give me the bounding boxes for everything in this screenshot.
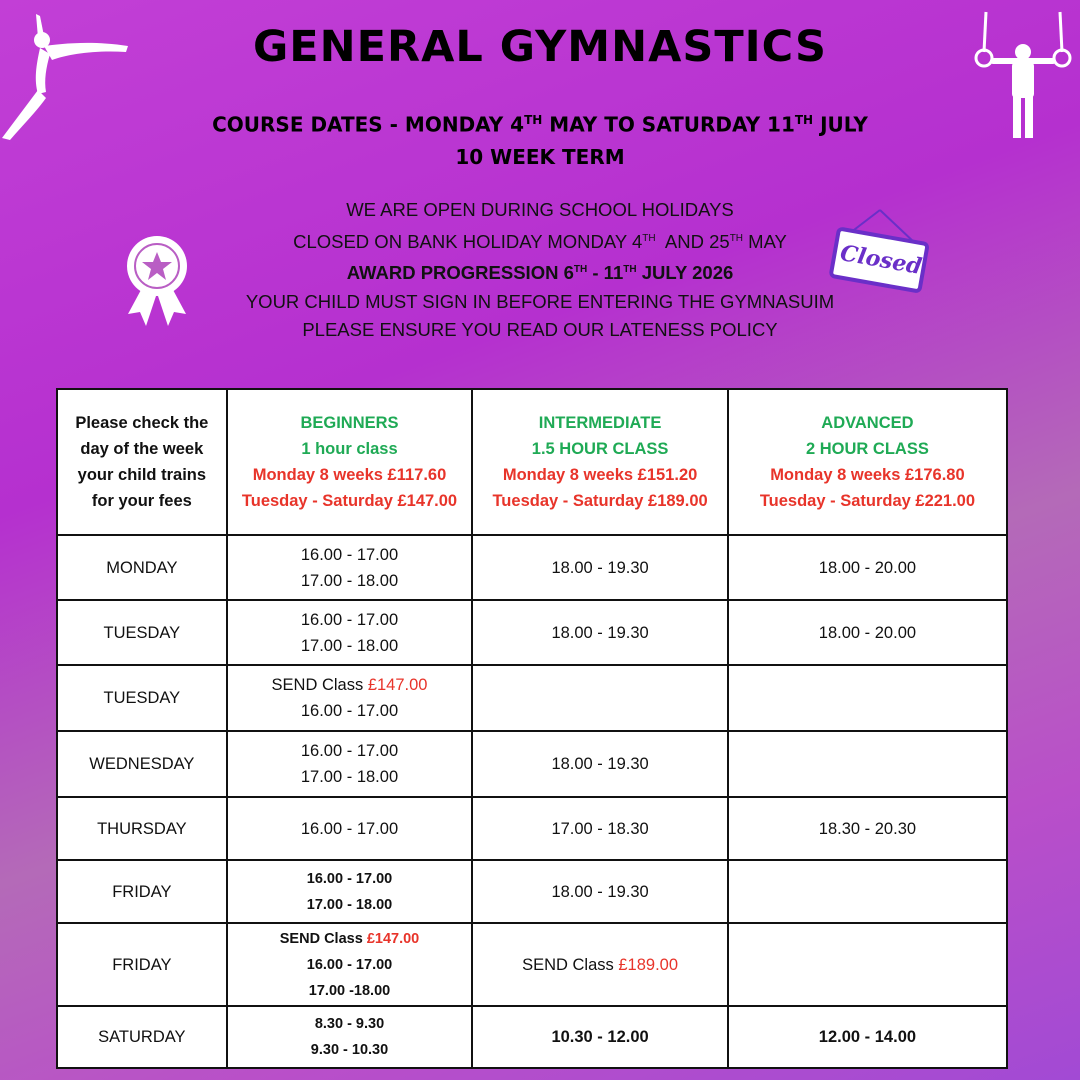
intermediate-cell: 17.00 - 18.30 (472, 797, 728, 860)
advanced-cell: 18.00 - 20.00 (728, 600, 1007, 665)
table-row (57, 1006, 1007, 1068)
header-beginners (227, 389, 473, 535)
day-cell: THURSDAY (57, 797, 227, 860)
time-slot: 17.00 -18.00 (308, 982, 391, 999)
beginners-cell (227, 923, 473, 1006)
beginners-cell (227, 665, 473, 731)
day-cell: WEDNESDAY (57, 731, 227, 797)
intermediate-cell (472, 665, 728, 731)
intermediate-cell: 18.00 - 19.30 (472, 600, 728, 665)
level-name: BEGINNERS (300, 414, 399, 432)
level-name: INTERMEDIATE (538, 414, 662, 432)
day-cell: MONDAY (57, 535, 227, 600)
notice-text: CLOSED ON BANK HOLIDAY MONDAY 4 (293, 230, 643, 252)
send-class-label (228, 672, 472, 698)
page-title: GENERAL GYMNASTICS (253, 22, 827, 72)
time-slot: 16.00 - 17.00 (300, 702, 399, 720)
ordinal-suffix: TH (729, 232, 744, 244)
day-cell: FRIDAY (57, 923, 227, 1006)
intermediate-cell (472, 923, 728, 1006)
time-slot: 17.00 - 18.00 (306, 896, 393, 913)
notice-bank-holiday (0, 225, 1080, 257)
table-header-row (57, 389, 1007, 535)
time-slot: 8.30 - 9.30 (314, 1016, 385, 1032)
header-label-line: Please check the (75, 414, 209, 432)
notice-award (0, 256, 1080, 288)
beginners-cell (227, 860, 473, 923)
beginners-cell (227, 731, 473, 797)
table-row (57, 731, 1007, 797)
table-row (57, 797, 1007, 860)
level-duration: 1 hour class (301, 440, 398, 458)
advanced-cell: 18.30 - 20.30 (728, 797, 1007, 860)
notice-text: MAY (743, 230, 787, 252)
send-class-fee: £147.00 (367, 676, 428, 694)
time-slot: 16.00 - 17.00 (306, 956, 393, 973)
header-label-line: day of the week (80, 440, 204, 458)
closed-sign-text: Closed (838, 240, 924, 280)
level-name: ADVANCED (821, 414, 914, 432)
level-fee-other: Tuesday - Saturday £189.00 (492, 492, 708, 510)
send-class-fee: £189.00 (618, 955, 679, 974)
time-slot: 17.00 - 18.00 (300, 636, 399, 655)
course-dates (0, 104, 1080, 173)
level-fee-other: Tuesday - Saturday £221.00 (759, 492, 976, 510)
intermediate-cell: 18.00 - 19.30 (472, 860, 728, 923)
advanced-cell: 18.00 - 20.00 (728, 535, 1007, 600)
day-cell: FRIDAY (57, 860, 227, 923)
term-length: 10 WEEK TERM (455, 144, 625, 169)
intermediate-cell: 18.00 - 19.30 (472, 535, 728, 600)
course-dates-text: JULY (813, 112, 868, 137)
send-class-label (228, 926, 472, 952)
advanced-cell (728, 731, 1007, 797)
time-slot: 16.00 - 17.00 (300, 545, 399, 564)
advanced-cell (728, 860, 1007, 923)
advanced-cell (728, 665, 1007, 731)
beginners-cell (227, 600, 473, 665)
day-cell: SATURDAY (57, 1006, 227, 1068)
beginners-cell: 16.00 - 17.00 (227, 797, 473, 860)
level-fee-monday: Monday 8 weeks £151.20 (502, 466, 698, 484)
intermediate-cell: 18.00 - 19.30 (472, 731, 728, 797)
level-duration: 2 HOUR CLASS (805, 440, 929, 458)
send-class-text: SEND Class (522, 955, 619, 974)
send-class-text: SEND Class (279, 930, 367, 947)
advanced-cell: 12.00 - 14.00 (728, 1006, 1007, 1068)
header-label-line: your child trains (77, 466, 207, 484)
header-advanced (728, 389, 1007, 535)
beginners-cell (227, 1006, 473, 1068)
notice-text: JULY 2026 (636, 262, 734, 284)
day-cell: TUESDAY (57, 600, 227, 665)
level-fee-monday: Monday 8 weeks £117.60 (252, 466, 447, 484)
notice-lateness: PLEASE ENSURE YOU READ OUR LATENESS POLICY (302, 319, 778, 341)
table-row (57, 860, 1007, 923)
ordinal-suffix: TH (524, 113, 543, 127)
notice-block (0, 196, 1080, 345)
table-row (57, 600, 1007, 665)
day-cell: TUESDAY (57, 665, 227, 731)
notice-text: AND 25 (655, 230, 730, 252)
send-class-fee: £147.00 (366, 930, 420, 947)
course-dates-text: COURSE DATES - MONDAY 4 (212, 112, 525, 137)
level-fee-monday: Monday 8 weeks £176.80 (770, 466, 965, 484)
level-fee-other: Tuesday - Saturday £147.00 (241, 492, 458, 510)
notice-holidays: WE ARE OPEN DURING SCHOOL HOLIDAYS (346, 199, 734, 220)
notice-text: AWARD PROGRESSION 6 (346, 262, 574, 284)
course-dates-text: MAY TO SATURDAY 11 (542, 112, 795, 137)
time-slot: 16.00 - 17.00 (300, 742, 399, 760)
time-slot: 16.00 - 17.00 (306, 870, 393, 887)
notice-sign-in: YOUR CHILD MUST SIGN IN BEFORE ENTERING THE GYMNASUIM (245, 290, 835, 312)
header-intermediate (472, 389, 728, 535)
notice-text: - 11 (587, 262, 624, 284)
ordinal-suffix: TH (573, 264, 588, 276)
course-dates-line (0, 104, 1080, 141)
ordinal-suffix: TH (642, 232, 656, 244)
table-row (57, 535, 1007, 600)
ordinal-suffix: TH (794, 113, 814, 127)
time-slot: 17.00 - 18.00 (300, 768, 399, 786)
table-row (57, 665, 1007, 731)
beginners-cell (227, 535, 473, 600)
time-slot: 17.00 - 18.00 (300, 571, 399, 590)
send-class-text: SEND Class (271, 676, 368, 694)
header-label-line: for your fees (91, 492, 192, 510)
schedule-table (56, 388, 1008, 1069)
time-slot: 16.00 - 17.00 (300, 610, 399, 629)
intermediate-cell: 10.30 - 12.00 (472, 1006, 728, 1068)
header-label-cell (57, 389, 227, 535)
advanced-cell (728, 923, 1007, 1006)
time-slot: 9.30 - 10.30 (310, 1042, 389, 1058)
level-duration: 1.5 HOUR CLASS (531, 440, 669, 458)
table-row (57, 923, 1007, 1006)
ordinal-suffix: TH (623, 264, 637, 276)
